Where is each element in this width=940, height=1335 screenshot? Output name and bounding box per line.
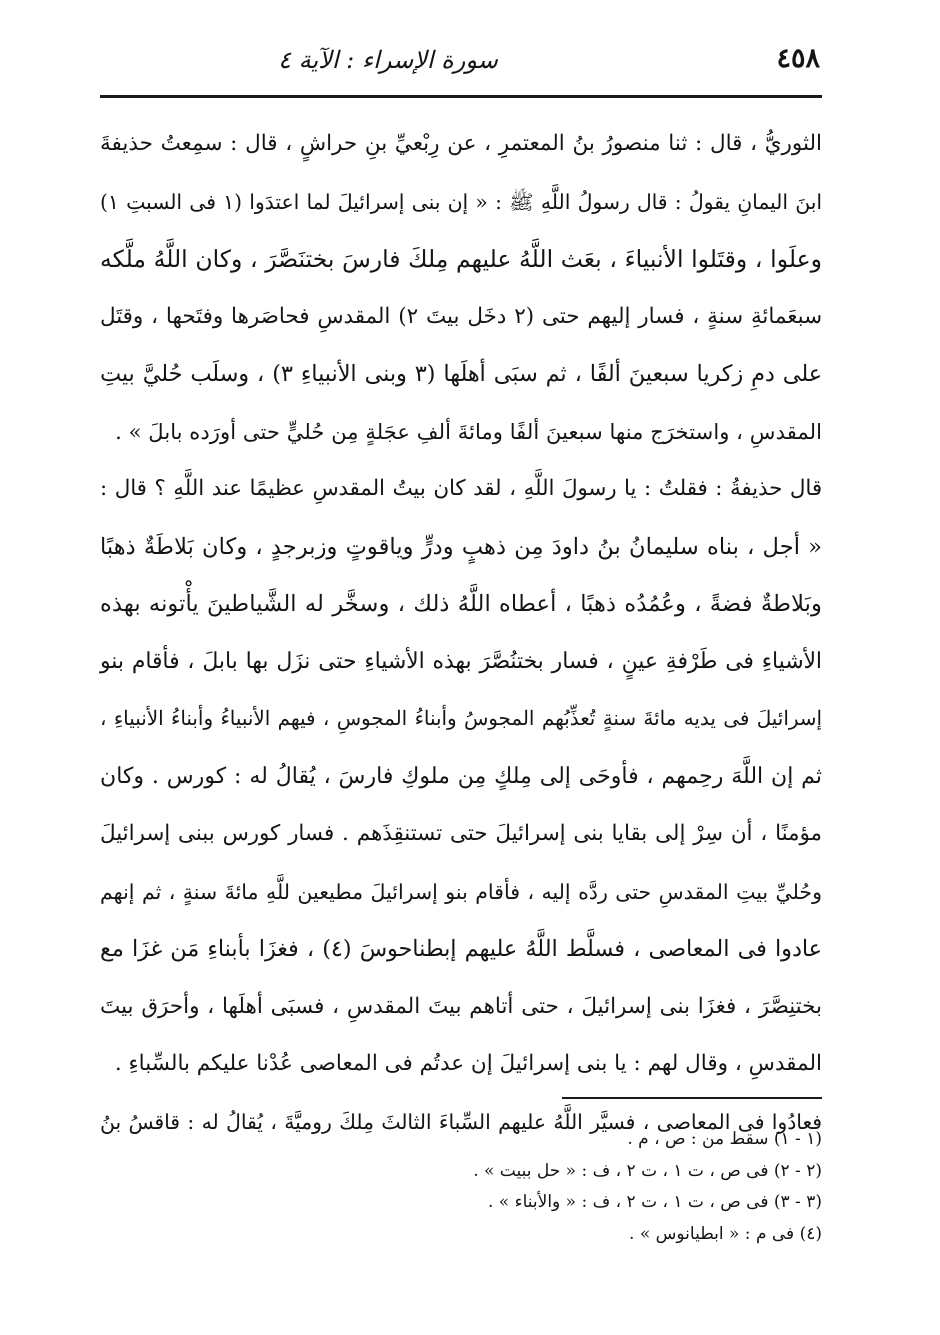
text-line: وعلَوا ، وقتَلوا الأنبياءَ ، بعَث اللَّهُ عليهم مِلكَ فارسَ بختنَصَّرَ ، وكان اللَّهُ ملَّكه bbox=[100, 245, 822, 273]
text-line: مؤمنًا ، أن سِرْ إلى بقايا بنى إسرائيلَ حتى تستنقِذَهم . فسار كورس ببنى إسرائيلَ bbox=[100, 821, 822, 846]
text-line: ثم إن اللَّهَ رحِمهم ، فأوحَى إلى مِلكٍ مِن ملوكِ فارسَ ، يُقالُ له : كورس . وكان bbox=[100, 763, 822, 789]
text-line: المقدسِ ، وقال لهم : يا بنى إسرائيلَ إن عدتُم فى المعاصى عُدْنا عليكم بالسِّباءِ . bbox=[114, 1051, 822, 1076]
footnote-rule bbox=[562, 1097, 822, 1099]
page-header bbox=[100, 38, 820, 86]
footnotes bbox=[100, 1124, 822, 1250]
footnote-1: (١ - ١) سقط من : ص ، م . bbox=[627, 1129, 822, 1149]
text-line: على دمِ زكريا سبعينَ ألفًا ، ثم سبَى أهلَها (٣ وبنى الأنبياءِ ٣) ، وسلَب حُليَّ بيتِ bbox=[100, 361, 822, 387]
text-line: عادوا فى المعاصى ، فسلَّط اللَّهُ عليهم إبطناحوسَ (٤) ، فغزَا بأبناءِ مَن غزَا مع bbox=[100, 936, 822, 962]
footnote-3: (٣ - ٣) فى ص ، ت ١ ، ت ٢ ، ف : « والأبناء » . bbox=[487, 1192, 822, 1212]
page-number: ٤٥٨ bbox=[776, 43, 820, 74]
running-title: سورة الإسراء : الآية ٤ bbox=[278, 46, 498, 74]
text-line: « أجل ، بناه سليمانُ بنُ داودَ مِن ذهبٍ ودرٍّ وياقوتٍ وزبرجدٍ ، وكان بَلاطَةٌ ذهبًا bbox=[100, 533, 822, 560]
header-rule bbox=[100, 95, 822, 98]
text-line: الأشياءِ فى طَرْفةِ عينٍ ، فسار بختنُصَّرَ بهذه الأشياءِ حتى نزَل بها بابلَ ، فأقام بنو bbox=[100, 648, 822, 674]
text-line: وبَلاطةٌ فضةً ، وعُمُدُه ذهبًا ، أعطاه اللَّهُ ذلك ، وسخَّر له الشَّياطينَ يأْتونه بهذه bbox=[100, 591, 822, 617]
text-line: ابنَ اليمانِ يقولُ : قال رسولُ اللَّهِ ﷺ : « إن بنى إسرائيلَ لما اعتدَوا (١ فى السبتِ ١) bbox=[100, 189, 822, 214]
text-line: وحُليِّ بيتِ المقدسِ حتى ردَّه إليه ، فأقام بنو إسرائيلَ مطيعين للَّهِ مائةَ سنةٍ ، ثم إنهم bbox=[100, 879, 822, 904]
text-line: قال حذيفةُ : فقلتُ : يا رسولَ اللَّهِ ، لقد كان بيتُ المقدسِ عظيمًا عند اللَّهِ ؟ قال : bbox=[100, 476, 822, 501]
body-text bbox=[100, 121, 822, 1156]
text-line: المقدسِ ، واستخرَج منها سبعينَ ألفًا ومائةَ ألفِ عجَلةٍ مِن حُليٍّ حتى أورَده بابلَ » . bbox=[115, 418, 822, 444]
footnote-2: (٢ - ٢) فى ص ، ت ١ ، ت ٢ ، ف : « حل ببيت » . bbox=[473, 1160, 822, 1181]
text-line: إسرائيلَ فى يديه مائةَ سنةٍ تُعذِّبُهم المجوسُ وأبناءُ المجوسِ ، فيهم الأنبياءُ وأبناءُ الأنبياءِ ، bbox=[100, 707, 822, 730]
text-line: بختنِصَّرَ ، فغزَا بنى إسرائيلَ ، حتى أتاهم بيتَ المقدسِ ، فسبَى أهلَها ، وأحرَق بيتَ bbox=[100, 993, 822, 1019]
text-line: الثوريُّ ، قال : ثنا منصورُ بنُ المعتمرِ ، عن رِبْعيِّ بنِ حراشٍ ، قال : سمِعتُ حذيفةَ bbox=[100, 131, 822, 156]
footnote-4: (٤) فى م : « ابطيانوس » . bbox=[629, 1223, 822, 1244]
text-line: سبعَمائةِ سنةٍ ، فسار إليهم حتى (٢ دخَل بيتَ ٢) المقدسِ فحاصَرها وفتَحها ، وقتَل bbox=[100, 303, 823, 329]
text-line: فعادُوا فى المعاصى ، فسيَّر اللَّهُ عليهم السِّباءَ الثالثَ مِلكَ روميَّةَ ، يُقالُ له : قاقسُ بنُ bbox=[100, 1109, 822, 1134]
